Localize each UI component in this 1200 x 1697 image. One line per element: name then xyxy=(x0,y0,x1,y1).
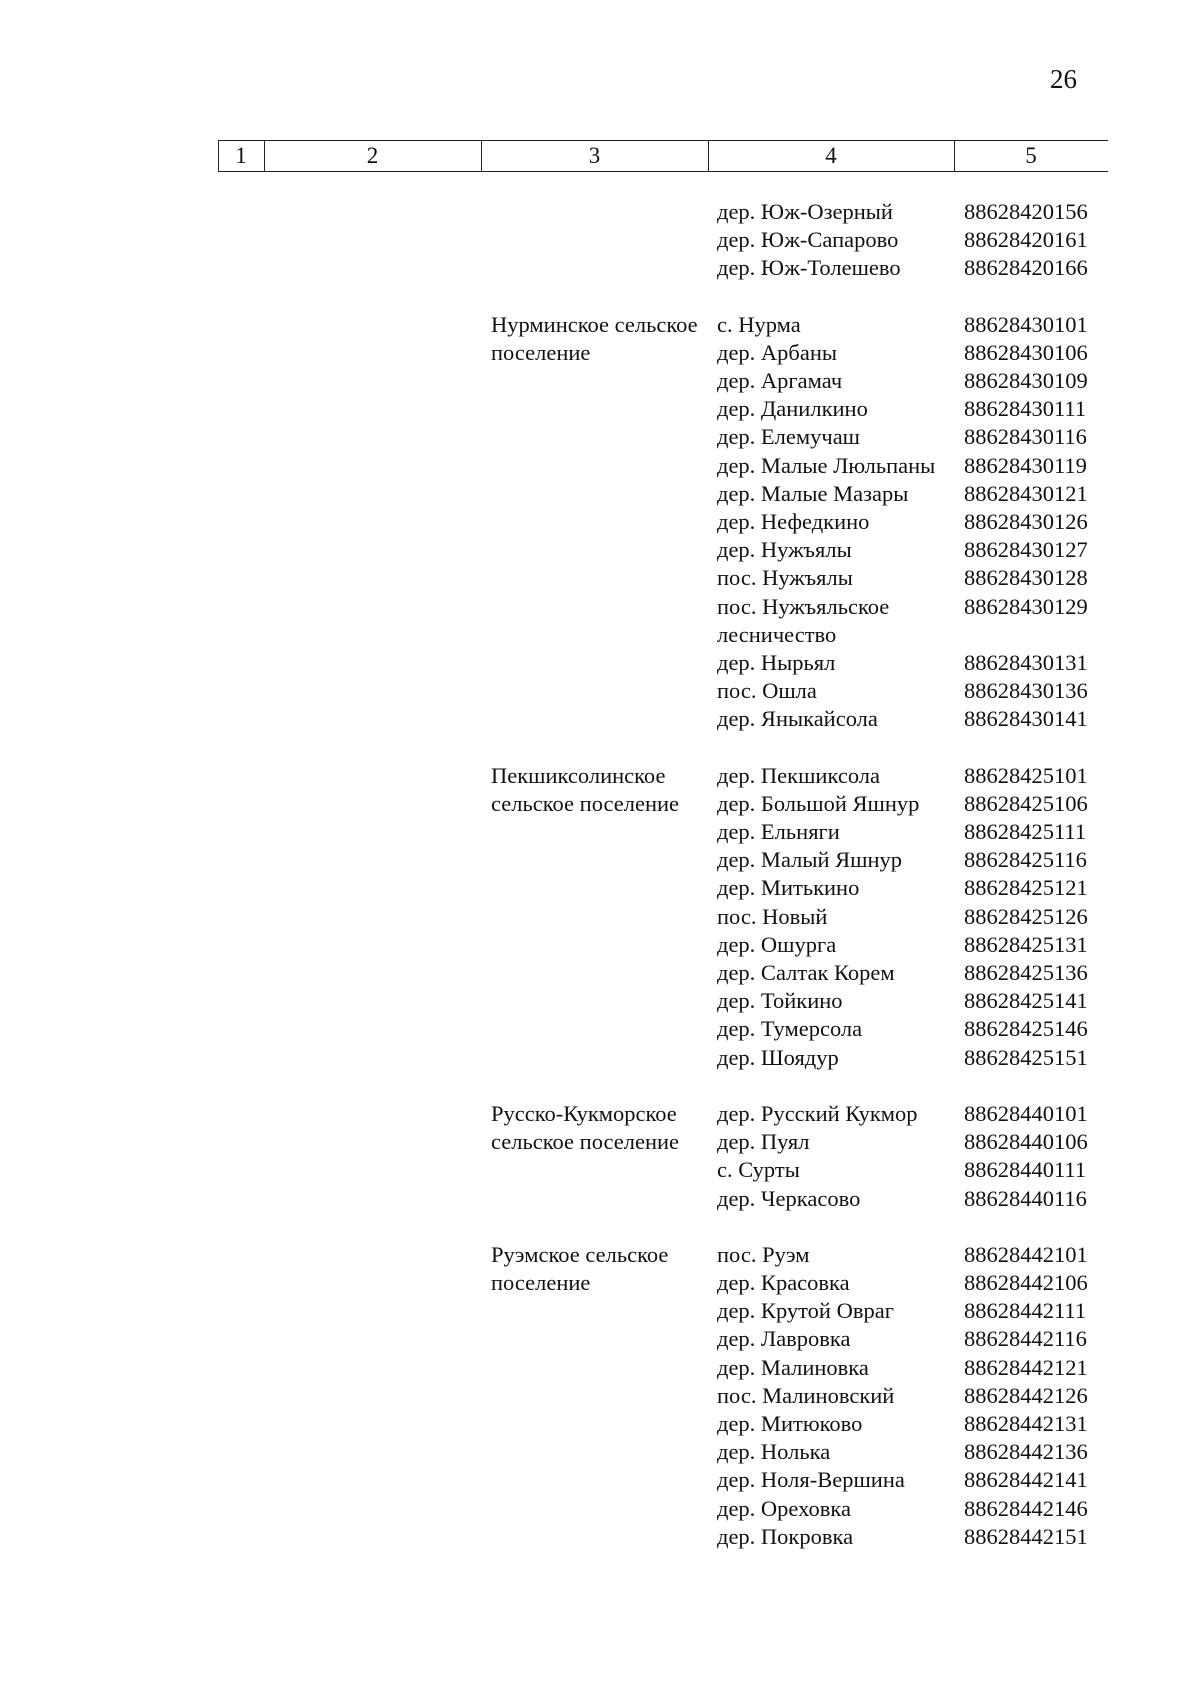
column-number-header xyxy=(218,140,1108,172)
settlement-row xyxy=(0,903,1200,931)
settlement-row xyxy=(0,367,1200,395)
header-col-2: 2 xyxy=(366,143,379,168)
oktmo-code: 88628425121 xyxy=(964,875,1088,901)
settlement-row xyxy=(0,762,1200,790)
oktmo-code: 88628425106 xyxy=(964,790,1088,816)
settlement-row xyxy=(0,395,1200,423)
oktmo-code: 88628430127 xyxy=(964,537,1088,563)
settlement-row xyxy=(0,1241,1200,1269)
oktmo-code: 88628442106 xyxy=(964,1269,1088,1295)
settlement-name: дер. Тойкино xyxy=(717,988,843,1014)
settlement-name: дер. Большой Яшнур xyxy=(717,790,920,816)
oktmo-code: 88628430136 xyxy=(964,678,1088,704)
settlement-group xyxy=(0,1241,1200,1551)
settlement-row xyxy=(0,1015,1200,1043)
oktmo-code: 88628440101 xyxy=(964,1100,1088,1126)
settlement-row xyxy=(0,1185,1200,1213)
settlement-name: дер. Пуял xyxy=(717,1129,810,1155)
settlement-row xyxy=(0,1495,1200,1523)
settlement-row xyxy=(0,874,1200,902)
oktmo-code: 88628425151 xyxy=(964,1044,1088,1070)
settlement-row xyxy=(0,226,1200,254)
oktmo-code: 88628430128 xyxy=(964,565,1088,591)
oktmo-code: 88628430111 xyxy=(964,396,1087,422)
oktmo-code: 88628430119 xyxy=(964,452,1087,478)
oktmo-code: 88628420156 xyxy=(964,199,1088,224)
settlement-name: дер. Малые Мазары xyxy=(717,480,909,506)
settlement-name: дер. Нефедкино xyxy=(717,509,870,535)
settlement-row xyxy=(0,564,1200,592)
oktmo-code: 88628420166 xyxy=(964,255,1088,281)
settlement-name: дер. Шоядур xyxy=(717,1044,839,1070)
settlement-name: с. Нурма xyxy=(717,311,801,337)
settlement-row xyxy=(0,311,1200,339)
oktmo-code: 88628430101 xyxy=(964,311,1088,337)
oktmo-code: 88628442121 xyxy=(964,1354,1088,1380)
oktmo-code: 88628430126 xyxy=(964,509,1088,535)
settlement-row xyxy=(0,198,1200,226)
settlement-name: дер. Черкасово xyxy=(717,1185,861,1211)
settlement-row xyxy=(0,1156,1200,1184)
oktmo-code: 88628430141 xyxy=(964,706,1088,732)
settlement-row xyxy=(0,1100,1200,1128)
settlement-row xyxy=(0,677,1200,705)
settlement-name: пос. Ошла xyxy=(717,678,817,704)
settlement-name: дер. Митькино xyxy=(717,875,860,901)
settlement-name: дер. Салтак Корем xyxy=(717,960,895,986)
settlement-row xyxy=(0,1438,1200,1466)
settlement-name: дер. Данилкино xyxy=(717,396,868,422)
group-spacer xyxy=(0,283,1200,311)
oktmo-code: 88628430109 xyxy=(964,368,1088,394)
settlement-name: дер. Нужъялы xyxy=(717,537,852,563)
settlement-name: дер. Крутой Овраг xyxy=(717,1298,894,1324)
settlement-row xyxy=(0,1354,1200,1382)
settlement-name: дер. Аргамач xyxy=(717,368,843,394)
settlement-row xyxy=(0,593,1200,649)
oktmo-code: 88628425116 xyxy=(964,847,1087,873)
oktmo-code: 88628430129 xyxy=(964,593,1088,619)
settlement-row xyxy=(0,649,1200,677)
oktmo-code: 88628420161 xyxy=(964,227,1088,253)
settlement-name: дер. Лавровка xyxy=(717,1326,851,1352)
oktmo-code: 88628430121 xyxy=(964,480,1088,506)
oktmo-code: 88628440116 xyxy=(964,1185,1087,1211)
oktmo-code: 88628430106 xyxy=(964,339,1088,365)
settlement-row xyxy=(0,790,1200,818)
settlement-list xyxy=(0,198,1200,1551)
settlement-name: дер. Красовка xyxy=(717,1269,850,1295)
municipality-name: Пекшиксолинское сельское поселение xyxy=(491,762,680,816)
settlement-row xyxy=(0,987,1200,1015)
settlement-name: дер. Ельняги xyxy=(717,819,840,845)
settlement-group xyxy=(0,198,1200,283)
settlement-name: пос. Новый xyxy=(717,903,828,929)
settlement-row xyxy=(0,1523,1200,1551)
settlement-row xyxy=(0,452,1200,480)
settlement-row xyxy=(0,339,1200,367)
oktmo-code: 88628440106 xyxy=(964,1129,1088,1155)
settlement-name: дер. Ореховка xyxy=(717,1495,851,1521)
settlement-name: дер. Малиновка xyxy=(717,1354,869,1380)
oktmo-code: 88628425131 xyxy=(964,931,1088,957)
settlement-row xyxy=(0,1269,1200,1297)
oktmo-code: 88628430131 xyxy=(964,650,1088,676)
settlement-group xyxy=(0,311,1200,734)
settlement-name: дер. Арбаны xyxy=(717,339,838,365)
settlement-group xyxy=(0,1100,1200,1213)
header-col-4: 4 xyxy=(825,143,837,168)
oktmo-code: 88628442151 xyxy=(964,1523,1088,1549)
settlement-row xyxy=(0,1297,1200,1325)
oktmo-code: 88628425101 xyxy=(964,762,1088,788)
settlement-name: пос. Нужъялы xyxy=(717,565,853,591)
settlement-name: дер. Ошурга xyxy=(717,931,837,957)
settlement-name: дер. Покровка xyxy=(717,1523,854,1549)
group-spacer xyxy=(0,734,1200,762)
settlement-row xyxy=(0,508,1200,536)
settlement-name: дер. Тумерсола xyxy=(717,1016,863,1042)
settlement-name: дер. Малый Яшнур xyxy=(717,847,903,873)
settlement-row xyxy=(0,846,1200,874)
group-spacer xyxy=(0,1213,1200,1241)
settlement-row xyxy=(0,536,1200,564)
oktmo-code: 88628440111 xyxy=(964,1157,1087,1183)
oktmo-code: 88628442146 xyxy=(964,1495,1088,1521)
settlement-name: дер. Нырьял xyxy=(717,650,836,676)
settlement-row xyxy=(0,1410,1200,1438)
settlement-row xyxy=(0,959,1200,987)
settlement-row xyxy=(0,1382,1200,1410)
settlement-row xyxy=(0,423,1200,451)
settlement-name: дер. Юж-Сапарово xyxy=(717,227,899,253)
oktmo-code: 88628442126 xyxy=(964,1382,1088,1408)
settlement-name: дер. Нолька xyxy=(717,1439,831,1465)
settlement-name: пос. Руэм xyxy=(717,1241,810,1267)
oktmo-code: 88628425126 xyxy=(964,903,1088,929)
header-col-1: 1 xyxy=(235,143,247,168)
oktmo-code: 88628442136 xyxy=(964,1439,1088,1465)
settlement-name: дер. Митюково xyxy=(717,1410,863,1436)
header-col-3: 3 xyxy=(588,143,601,168)
header-col-5: 5 xyxy=(1025,143,1037,168)
settlement-name: дер. Юж-Озерный xyxy=(717,199,893,224)
settlement-name: пос. Малиновский xyxy=(717,1382,895,1408)
settlement-row xyxy=(0,931,1200,959)
settlement-name: дер. Русский Кукмор xyxy=(717,1100,918,1126)
settlement-name: дер. Малые Люльпаны xyxy=(717,452,936,478)
oktmo-code: 88628442141 xyxy=(964,1467,1088,1493)
settlement-group xyxy=(0,762,1200,1072)
oktmo-code: 88628425146 xyxy=(964,1016,1088,1042)
settlement-name: дер. Елемучаш xyxy=(717,424,861,450)
settlement-row xyxy=(0,1128,1200,1156)
oktmo-code: 88628442116 xyxy=(964,1326,1087,1352)
settlement-row xyxy=(0,254,1200,282)
page-number: 26 xyxy=(1050,64,1077,94)
oktmo-code: 88628425141 xyxy=(964,988,1088,1014)
oktmo-code: 88628430116 xyxy=(964,424,1087,450)
settlement-row xyxy=(0,818,1200,846)
settlement-row xyxy=(0,480,1200,508)
oktmo-code: 88628425111 xyxy=(964,819,1087,845)
oktmo-code: 88628442131 xyxy=(964,1410,1088,1436)
settlement-name: дер. Ноля-Вершина xyxy=(717,1467,905,1493)
municipality-name: Руэмское сельское поселение xyxy=(491,1241,669,1295)
settlement-row xyxy=(0,1044,1200,1072)
settlement-row xyxy=(0,1466,1200,1494)
oktmo-code: 88628442101 xyxy=(964,1241,1088,1267)
municipality-name: Русско-Кукморское сельское поселение xyxy=(491,1100,680,1155)
oktmo-code: 88628425136 xyxy=(964,960,1088,986)
settlement-name: дер. Яныкайсола xyxy=(717,706,878,732)
settlement-name: дер. Юж-Толешево xyxy=(717,255,901,281)
oktmo-code: 88628442111 xyxy=(964,1298,1087,1324)
settlement-row xyxy=(0,1325,1200,1353)
group-spacer xyxy=(0,1072,1200,1100)
municipality-name: Нурминское сельское поселение xyxy=(491,311,698,365)
settlement-name: дер. Пекшиксола xyxy=(717,762,880,788)
settlement-name: пос. Нужъяльское лесничество xyxy=(717,593,890,647)
settlement-name: с. Сурты xyxy=(717,1157,800,1183)
settlement-row xyxy=(0,705,1200,733)
